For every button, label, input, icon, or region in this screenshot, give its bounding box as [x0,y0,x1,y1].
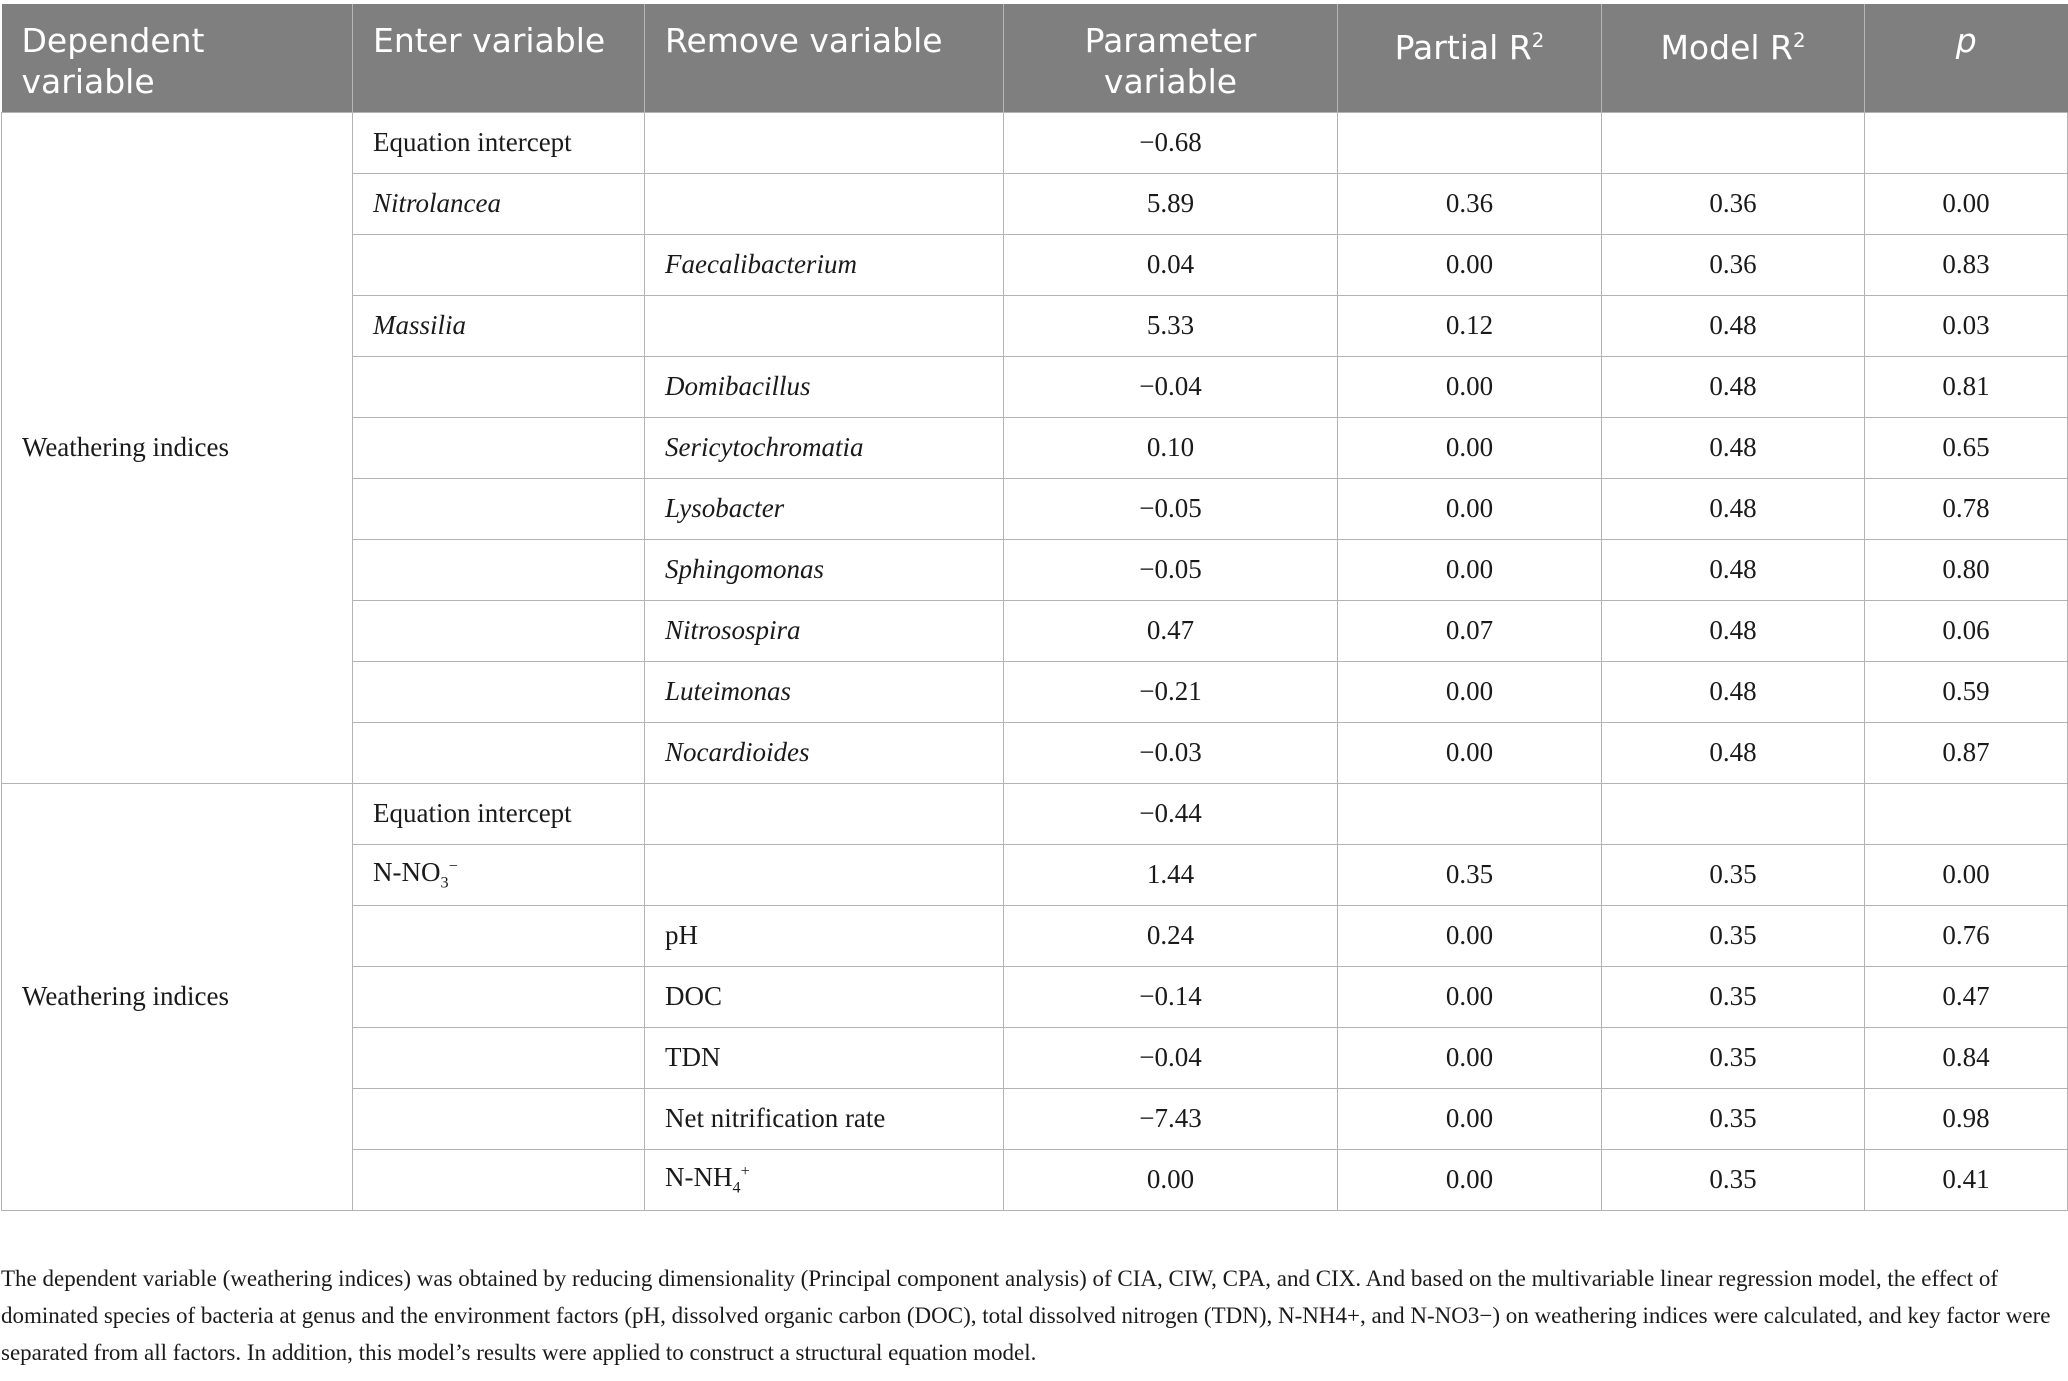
remove-variable-cell: pH [645,905,1004,966]
model-r2-cell: 0.35 [1602,1027,1865,1088]
p-value-cell: 0.03 [1865,295,2068,356]
model-r2-cell: 0.36 [1602,234,1865,295]
parameter-cell: −0.04 [1004,356,1338,417]
model-r2-cell: 0.48 [1602,600,1865,661]
p-value-cell: 0.59 [1865,661,2068,722]
remove-variable-cell [645,1149,1004,1210]
dependent-variable-cell: Weathering indices [2,783,353,1210]
table-caption: The dependent variable (weathering indices) was obtained by reducing dimensionality (Principal component analysis) of CIA, CIW, CPA, and CIX. And based on the multivariable linear regression model, the effect of dominated species of bacteria at genus and the environment factors (pH, dissolved organic carbon (DOC), total dissolved nitrogen (TDN), N-NH4+, and N-NO3−) on weathering indices were calculated, and key factor were separated from all factors. In addition, this model’s results were applied to construct a structural equation model. [1,1266,2051,1365]
p-value-cell: 0.78 [1865,478,2068,539]
ammonium-superscript: + [740,1161,750,1180]
remove-variable-cell: Domibacillus [645,356,1004,417]
enter-variable-cell [353,356,645,417]
p-value-cell: 0.00 [1865,173,2068,234]
p-value-cell: 0.65 [1865,417,2068,478]
p-value-cell [1865,112,2068,173]
parameter-cell: 5.33 [1004,295,1338,356]
parameter-cell: 0.10 [1004,417,1338,478]
ammonium-subscript: 4 [732,1178,741,1197]
enter-variable-cell [353,600,645,661]
enter-variable-cell: Massilia [353,295,645,356]
parameter-cell: −0.05 [1004,539,1338,600]
enter-variable-cell [353,905,645,966]
enter-variable-cell [353,234,645,295]
header-partial-r2 [1338,4,1602,112]
enter-variable-cell: Equation intercept [353,783,645,844]
p-value-cell: 0.84 [1865,1027,2068,1088]
table-row [2,783,2068,844]
remove-variable-cell: Net nitrification rate [645,1088,1004,1149]
nitrate-label: N-NO [373,856,441,887]
remove-variable-cell: DOC [645,966,1004,1027]
p-value-cell: 0.00 [1865,844,2068,905]
model-r2-cell [1602,783,1865,844]
header-model-r2-exponent: 2 [1792,29,1806,52]
p-value-cell: 0.41 [1865,1149,2068,1210]
model-r2-cell [1602,112,1865,173]
remove-variable-cell: Nitrosospira [645,600,1004,661]
header-parameter-variable: Parameter variable [1004,4,1338,112]
model-r2-cell: 0.48 [1602,417,1865,478]
model-r2-cell: 0.35 [1602,1088,1865,1149]
nitrate-superscript: − [448,856,458,875]
ammonium-label: N-NH [665,1161,733,1192]
partial-r2-cell: 0.12 [1338,295,1602,356]
remove-variable-cell [645,783,1004,844]
remove-variable-cell: TDN [645,1027,1004,1088]
partial-r2-cell: 0.00 [1338,539,1602,600]
regression-table-container [0,4,2068,1211]
table-body [2,112,2068,1210]
enter-variable-cell [353,661,645,722]
partial-r2-cell: 0.00 [1338,722,1602,783]
header-partial-r2-label: Partial R [1394,28,1532,67]
header-partial-r2-exponent: 2 [1531,29,1545,52]
model-r2-cell: 0.35 [1602,1149,1865,1210]
header-model-r2-label: Model R [1660,28,1793,67]
partial-r2-cell: 0.00 [1338,905,1602,966]
model-r2-cell: 0.48 [1602,661,1865,722]
enter-variable-cell [353,1027,645,1088]
remove-variable-cell [645,112,1004,173]
p-value-cell [1865,783,2068,844]
table-row [2,112,2068,173]
header-row [2,4,2068,112]
enter-variable-cell [353,417,645,478]
enter-variable-cell: Equation intercept [353,112,645,173]
nitrate-subscript: 3 [440,873,449,892]
parameter-cell: −0.21 [1004,661,1338,722]
model-r2-cell: 0.35 [1602,844,1865,905]
remove-variable-cell: Luteimonas [645,661,1004,722]
regression-table [1,4,2068,1211]
partial-r2-cell [1338,783,1602,844]
partial-r2-cell: 0.00 [1338,234,1602,295]
model-r2-cell: 0.35 [1602,905,1865,966]
partial-r2-cell [1338,112,1602,173]
p-value-cell: 0.81 [1865,356,2068,417]
partial-r2-cell: 0.00 [1338,1088,1602,1149]
parameter-cell: 0.47 [1004,600,1338,661]
header-remove-variable: Remove variable [645,4,1004,112]
p-value-cell: 0.76 [1865,905,2068,966]
p-value-cell: 0.98 [1865,1088,2068,1149]
parameter-cell: 0.00 [1004,1149,1338,1210]
header-p: p [1865,4,2068,112]
remove-variable-cell: Lysobacter [645,478,1004,539]
model-r2-cell: 0.48 [1602,539,1865,600]
parameter-cell: 0.24 [1004,905,1338,966]
enter-variable-cell [353,1149,645,1210]
parameter-cell: 1.44 [1004,844,1338,905]
remove-variable-cell: Sericytochromatia [645,417,1004,478]
partial-r2-cell: 0.00 [1338,661,1602,722]
parameter-cell: −0.03 [1004,722,1338,783]
partial-r2-cell: 0.00 [1338,966,1602,1027]
p-value-cell: 0.06 [1865,600,2068,661]
header-model-r2 [1602,4,1865,112]
model-r2-cell: 0.48 [1602,722,1865,783]
parameter-cell: −7.43 [1004,1088,1338,1149]
enter-variable-cell [353,966,645,1027]
partial-r2-cell: 0.36 [1338,173,1602,234]
partial-r2-cell: 0.07 [1338,600,1602,661]
parameter-cell: 5.89 [1004,173,1338,234]
model-r2-cell: 0.36 [1602,173,1865,234]
partial-r2-cell: 0.00 [1338,417,1602,478]
enter-variable-cell [353,478,645,539]
partial-r2-cell: 0.00 [1338,356,1602,417]
partial-r2-cell: 0.00 [1338,478,1602,539]
header-dependent-variable: Dependent variable [2,4,353,112]
parameter-cell: −0.05 [1004,478,1338,539]
remove-variable-cell: Faecalibacterium [645,234,1004,295]
partial-r2-cell: 0.00 [1338,1149,1602,1210]
enter-variable-cell [353,844,645,905]
remove-variable-cell [645,844,1004,905]
p-value-cell: 0.83 [1865,234,2068,295]
enter-variable-cell: Nitrolancea [353,173,645,234]
partial-r2-cell: 0.00 [1338,1027,1602,1088]
model-r2-cell: 0.48 [1602,295,1865,356]
model-r2-cell: 0.48 [1602,356,1865,417]
enter-variable-cell [353,539,645,600]
p-value-cell: 0.47 [1865,966,2068,1027]
p-value-cell: 0.80 [1865,539,2068,600]
parameter-cell: −0.14 [1004,966,1338,1027]
parameter-cell: −0.44 [1004,783,1338,844]
header-enter-variable: Enter variable [353,4,645,112]
enter-variable-cell [353,722,645,783]
partial-r2-cell: 0.35 [1338,844,1602,905]
remove-variable-cell: Sphingomonas [645,539,1004,600]
parameter-cell: 0.04 [1004,234,1338,295]
parameter-cell: −0.68 [1004,112,1338,173]
model-r2-cell: 0.48 [1602,478,1865,539]
p-value-cell: 0.87 [1865,722,2068,783]
remove-variable-cell [645,295,1004,356]
dependent-variable-cell: Weathering indices [2,112,353,783]
parameter-cell: −0.04 [1004,1027,1338,1088]
model-r2-cell: 0.35 [1602,966,1865,1027]
enter-variable-cell [353,1088,645,1149]
remove-variable-cell: Nocardioides [645,722,1004,783]
remove-variable-cell [645,173,1004,234]
